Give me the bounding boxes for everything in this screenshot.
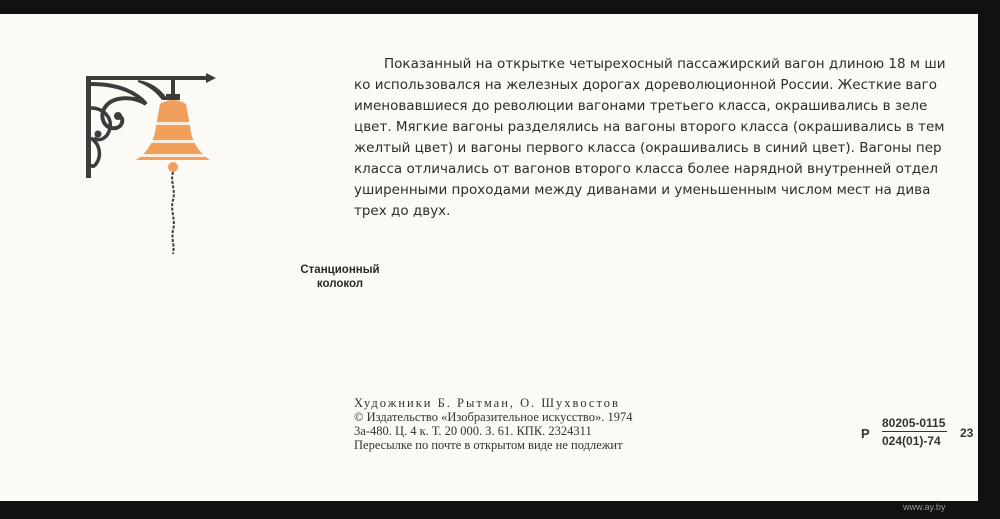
illustration-caption: [270, 263, 410, 291]
index-tail: 23: [960, 426, 974, 440]
description-line: класса отличались от вагонов второго класса более нарядной внутренней отдел: [354, 161, 938, 177]
publisher-imprint: [354, 396, 633, 452]
index-denominator: 024(01)-74: [882, 434, 941, 448]
index-prefix: Р: [861, 426, 870, 441]
watermark: www.ay.by: [903, 502, 946, 512]
index-fraction: [882, 416, 947, 448]
postcard-back: [0, 14, 978, 501]
mailing-note: Пересылке по почте в открытом виде не подлежит: [354, 438, 623, 452]
artists-credit: Художники Б. Рытман, О. Шухвостов: [354, 396, 620, 410]
caption-line: Станционный: [300, 264, 380, 276]
bell-on-bracket-icon: [78, 64, 228, 264]
description-line: цвет. Мягкие вагоны разделялись на вагоны второго класса (окрашивались в тем: [354, 119, 945, 135]
description-line: уширенными проходами между диванами и уменьшенным числом мест на дива: [354, 182, 931, 198]
index-numerator: 80205-0115: [882, 416, 946, 430]
description-line: ко использовался на железных дорогах дореволюционной России. Жесткие ваго: [354, 77, 937, 93]
description-line: именовавшиеся до революции вагонами третьего класса, окрашивались в зеле: [354, 98, 928, 114]
order-line: 3а-480. Ц. 4 к. Т. 20 000. З. 61. КПК. 2324311: [354, 424, 592, 438]
description-line: Показанный на открытке четырехосный пассажирский вагон длиною 18 м ши: [384, 56, 946, 72]
publisher-line: © Издательство «Изобразительное искусство». 1974: [354, 410, 633, 424]
caption-line: колокол: [316, 278, 364, 290]
description-line: желтый цвет) и вагоны первого класса (окрашивались в синий цвет). Вагоны пер: [354, 140, 942, 156]
description-line: трех до двух.: [354, 203, 451, 219]
description-text: [354, 54, 978, 222]
